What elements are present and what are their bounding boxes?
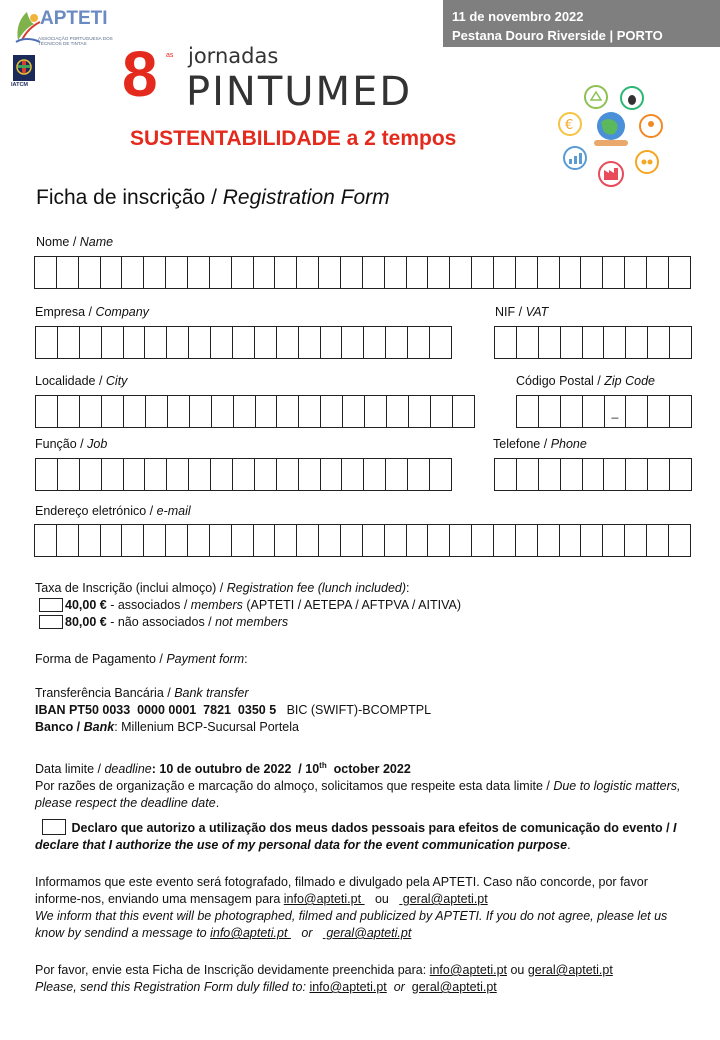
iban-line bbox=[35, 702, 695, 719]
char-box[interactable] bbox=[364, 459, 386, 490]
payment-section bbox=[35, 651, 695, 736]
char-box[interactable] bbox=[385, 525, 407, 556]
char-box[interactable] bbox=[430, 327, 451, 358]
char-box[interactable] bbox=[256, 396, 278, 427]
char-box[interactable] bbox=[58, 459, 80, 490]
char-box[interactable] bbox=[189, 459, 211, 490]
banner-venue: Pestana Douro Riverside | PORTO bbox=[452, 28, 663, 43]
consent-text-en: I declare that I authorize the use of my personal data for the event communication purpose bbox=[35, 821, 677, 852]
char-box[interactable] bbox=[321, 396, 343, 427]
submit-email-info[interactable]: info@apteti.pt bbox=[429, 963, 507, 977]
char-box[interactable] bbox=[210, 257, 232, 288]
char-box[interactable] bbox=[233, 327, 255, 358]
photo-notice-pt: Informamos que este evento será fotografado, filmado e divulgado pela APTETI. Caso não concorde, por favor informe-nos, enviando uma mensagem para info@apteti.pt ou geral@apteti.pt bbox=[35, 875, 648, 906]
submit-en: Please, send this Registration Form duly filled to: info@apteti.pt or geral@apteti.pt bbox=[35, 980, 497, 994]
char-box[interactable] bbox=[647, 257, 669, 288]
char-box[interactable] bbox=[538, 525, 560, 556]
banner-date: 11 de novembro 2022 bbox=[452, 9, 584, 24]
char-box[interactable] bbox=[495, 459, 517, 490]
char-box[interactable] bbox=[232, 525, 254, 556]
city-label: Localidade / City bbox=[35, 374, 128, 388]
char-box[interactable] bbox=[561, 396, 583, 427]
char-box[interactable] bbox=[494, 257, 516, 288]
char-box[interactable] bbox=[583, 327, 605, 358]
char-box[interactable] bbox=[472, 257, 494, 288]
char-box[interactable] bbox=[583, 396, 605, 427]
char-box[interactable] bbox=[625, 525, 647, 556]
char-box[interactable] bbox=[275, 525, 297, 556]
photo-notice-en-email-geral[interactable]: geral@apteti.pt bbox=[322, 926, 412, 940]
char-box[interactable] bbox=[343, 396, 365, 427]
char-box[interactable] bbox=[275, 257, 297, 288]
event-edition-number: 8 bbox=[122, 38, 158, 110]
char-box[interactable] bbox=[58, 327, 80, 358]
iatcm-logo-text: IATCM bbox=[11, 82, 29, 88]
char-box[interactable] bbox=[603, 257, 625, 288]
char-box[interactable] bbox=[560, 257, 582, 288]
char-box[interactable] bbox=[604, 327, 626, 358]
footprint-icon bbox=[621, 87, 643, 109]
sustainability-icons-cluster bbox=[556, 84, 666, 190]
char-box[interactable] bbox=[145, 459, 167, 490]
consent-section: Declaro que autorizo a utilização dos meus dados pessoais para efeitos de comunicação do evento / I declare that I authorize the use of my personal data for the event communication purpose. bbox=[35, 821, 677, 852]
char-box[interactable] bbox=[581, 257, 603, 288]
vat-label: NIF / VAT bbox=[495, 305, 549, 319]
char-box[interactable] bbox=[363, 525, 385, 556]
char-box[interactable] bbox=[431, 396, 453, 427]
char-box[interactable] bbox=[190, 396, 212, 427]
char-box[interactable] bbox=[561, 327, 583, 358]
char-box[interactable] bbox=[319, 257, 341, 288]
char-box[interactable] bbox=[57, 257, 79, 288]
char-box[interactable] bbox=[365, 396, 387, 427]
apteti-logo bbox=[12, 8, 114, 50]
char-box[interactable] bbox=[409, 396, 431, 427]
char-box[interactable] bbox=[648, 459, 670, 490]
job-label: Função / Job bbox=[35, 437, 108, 451]
char-box[interactable] bbox=[670, 396, 691, 427]
char-box[interactable] bbox=[102, 459, 124, 490]
photo-notice-email-info[interactable]: info@apteti.pt bbox=[283, 892, 365, 906]
char-box[interactable] bbox=[408, 459, 430, 490]
char-box[interactable] bbox=[80, 459, 102, 490]
char-box[interactable] bbox=[188, 257, 210, 288]
char-box[interactable] bbox=[299, 396, 321, 427]
fee-nonmembers-checkbox[interactable] bbox=[39, 615, 63, 629]
char-box[interactable] bbox=[144, 257, 166, 288]
char-box[interactable] bbox=[539, 459, 561, 490]
vat-field[interactable] bbox=[494, 326, 692, 359]
char-box[interactable] bbox=[122, 525, 144, 556]
submit-en-email-geral[interactable]: geral@apteti.pt bbox=[411, 980, 497, 994]
event-name: PINTUMED bbox=[186, 69, 413, 115]
char-box[interactable] bbox=[101, 257, 123, 288]
char-box[interactable] bbox=[321, 459, 343, 490]
phone-label: Telefone / Phone bbox=[493, 437, 587, 451]
char-box[interactable] bbox=[297, 525, 319, 556]
community-icon bbox=[636, 151, 658, 173]
char-box[interactable] bbox=[517, 396, 539, 427]
apteti-logo-subtitle: ASSOCIAÇÃO PORTUGUESA DOS TÉCNICOS DE TINTAS bbox=[38, 36, 113, 46]
char-box[interactable] bbox=[233, 459, 255, 490]
deadline-line: Data limite / deadline: 10 de outubro de 2022 / 10th october 2022 bbox=[35, 761, 411, 777]
submit-pt: Por favor, envie esta Ficha de Inscrição devidamente preenchida para: info@apteti.pt ou geral@apteti.pt bbox=[35, 963, 613, 977]
char-box[interactable] bbox=[648, 396, 670, 427]
zip-label: Código Postal / Zip Code bbox=[516, 374, 655, 388]
char-box[interactable] bbox=[647, 525, 669, 556]
char-box[interactable] bbox=[626, 327, 648, 358]
char-box[interactable] bbox=[212, 396, 234, 427]
char-box[interactable] bbox=[342, 327, 364, 358]
event-edition-suffix: as bbox=[166, 52, 174, 59]
char-box[interactable] bbox=[516, 525, 538, 556]
char-box[interactable] bbox=[604, 459, 626, 490]
photo-notice-en: We inform that this event will be photographed, filmed and publicized by APTETI. If you do not agree, please let us know by sendind a message to info@apteti.pt or geral@apteti.pt bbox=[35, 909, 668, 940]
iban: IBAN PT50 0033 0000 0001 7821 0350 5 bbox=[35, 703, 277, 717]
iatcm-logo bbox=[13, 55, 35, 89]
char-box[interactable] bbox=[408, 327, 430, 358]
char-box[interactable] bbox=[430, 459, 451, 490]
char-box[interactable] bbox=[122, 257, 144, 288]
event-word: jornadas bbox=[188, 44, 279, 68]
char-box[interactable] bbox=[363, 257, 385, 288]
char-box[interactable] bbox=[495, 327, 517, 358]
zip-separator: _ bbox=[605, 396, 627, 427]
char-box[interactable] bbox=[386, 327, 408, 358]
char-box[interactable] bbox=[254, 525, 276, 556]
char-box[interactable] bbox=[79, 525, 101, 556]
char-box[interactable] bbox=[472, 525, 494, 556]
bank-line: Banco / Bank: Millenium BCP-Sucursal Portela bbox=[35, 720, 299, 734]
char-box[interactable] bbox=[144, 525, 166, 556]
char-box[interactable] bbox=[669, 257, 690, 288]
char-box[interactable] bbox=[561, 459, 583, 490]
char-box[interactable] bbox=[517, 459, 539, 490]
char-box[interactable] bbox=[168, 396, 190, 427]
char-box[interactable] bbox=[670, 327, 691, 358]
fee-section bbox=[35, 580, 695, 631]
photo-notice-section bbox=[35, 874, 695, 942]
submit-email-geral[interactable]: geral@apteti.pt bbox=[527, 963, 613, 977]
char-box[interactable] bbox=[57, 525, 79, 556]
char-box[interactable] bbox=[560, 525, 582, 556]
people-icon bbox=[640, 115, 662, 137]
char-box[interactable] bbox=[603, 525, 625, 556]
char-box[interactable] bbox=[341, 525, 363, 556]
char-box[interactable] bbox=[36, 396, 58, 427]
iatcm-emblem-icon bbox=[13, 55, 35, 81]
char-box[interactable] bbox=[364, 327, 386, 358]
submit-en-email-info[interactable]: info@apteti.pt bbox=[309, 980, 387, 994]
char-box[interactable] bbox=[626, 459, 648, 490]
svg-text:€: € bbox=[565, 118, 574, 133]
char-box[interactable] bbox=[211, 327, 233, 358]
char-box[interactable] bbox=[80, 327, 102, 358]
deadline-note: Por razões de organização e marcação do almoço, solicitamos que respeite esta data limite / Due to logistic matters, please respect the deadline date. bbox=[35, 779, 681, 811]
char-box[interactable] bbox=[407, 257, 429, 288]
char-box[interactable] bbox=[669, 525, 690, 556]
char-box[interactable] bbox=[211, 459, 233, 490]
char-box[interactable] bbox=[583, 459, 605, 490]
euro-icon bbox=[559, 113, 581, 135]
char-box[interactable] bbox=[80, 396, 102, 427]
char-box[interactable] bbox=[319, 525, 341, 556]
name-field[interactable] bbox=[34, 256, 691, 289]
char-box[interactable] bbox=[539, 327, 561, 358]
char-box[interactable] bbox=[539, 396, 561, 427]
char-box[interactable] bbox=[255, 327, 277, 358]
char-box[interactable] bbox=[35, 257, 57, 288]
bank-transfer-label: Transferência Bancária / Bank transfer bbox=[35, 686, 249, 700]
event-tagline: SUSTENTABILIDADE a 2 tempos bbox=[130, 127, 457, 150]
char-box[interactable] bbox=[189, 327, 211, 358]
char-box[interactable] bbox=[124, 459, 146, 490]
industry-icon bbox=[599, 162, 623, 186]
char-box[interactable] bbox=[450, 525, 472, 556]
payment-heading: Forma de Pagamento / Payment form: bbox=[35, 652, 248, 666]
char-box[interactable] bbox=[254, 257, 276, 288]
char-box[interactable] bbox=[145, 327, 167, 358]
chart-growth-icon bbox=[564, 147, 586, 169]
char-box[interactable] bbox=[166, 525, 188, 556]
char-box[interactable] bbox=[321, 327, 343, 358]
char-box[interactable] bbox=[36, 459, 58, 490]
char-box[interactable] bbox=[102, 327, 124, 358]
globe-handshake-icon bbox=[594, 112, 628, 146]
char-box[interactable] bbox=[58, 396, 80, 427]
char-box[interactable] bbox=[299, 327, 321, 358]
bic: BIC (SWIFT)-BCOMPTPL bbox=[276, 703, 432, 717]
fee-heading: Taxa de Inscrição (inclui almoço) / Registration fee (lunch included): bbox=[35, 581, 410, 595]
char-box[interactable] bbox=[299, 459, 321, 490]
recycle-icon bbox=[585, 86, 607, 108]
char-box[interactable] bbox=[277, 459, 299, 490]
char-box[interactable] bbox=[146, 396, 168, 427]
char-box[interactable] bbox=[210, 525, 232, 556]
char-box[interactable] bbox=[428, 257, 450, 288]
char-box[interactable] bbox=[79, 257, 101, 288]
char-box[interactable] bbox=[625, 257, 647, 288]
char-box[interactable] bbox=[428, 525, 450, 556]
char-box[interactable] bbox=[648, 327, 670, 358]
char-box[interactable] bbox=[102, 396, 124, 427]
char-box[interactable] bbox=[516, 257, 538, 288]
job-field[interactable] bbox=[35, 458, 452, 491]
char-box[interactable] bbox=[626, 396, 648, 427]
char-box[interactable] bbox=[342, 459, 364, 490]
event-banner bbox=[443, 0, 720, 47]
photo-notice-en-email-info[interactable]: info@apteti.pt bbox=[210, 926, 291, 940]
submit-section bbox=[35, 962, 695, 996]
char-box[interactable] bbox=[124, 396, 146, 427]
char-box[interactable] bbox=[167, 327, 189, 358]
char-box[interactable] bbox=[166, 257, 188, 288]
char-box[interactable] bbox=[36, 327, 58, 358]
char-box[interactable] bbox=[538, 257, 560, 288]
char-box[interactable] bbox=[101, 525, 123, 556]
char-box[interactable] bbox=[670, 459, 691, 490]
phone-field[interactable] bbox=[494, 458, 692, 491]
char-box[interactable] bbox=[386, 459, 408, 490]
char-box[interactable] bbox=[494, 525, 516, 556]
char-box[interactable] bbox=[581, 525, 603, 556]
char-box[interactable] bbox=[407, 525, 429, 556]
email-field[interactable] bbox=[34, 524, 691, 557]
city-field[interactable] bbox=[35, 395, 475, 428]
fee-option-members: 40,00 € - associados / members (APTETI / AETEPA / AFTPVA / AITIVA) bbox=[35, 597, 695, 614]
zip-field[interactable] bbox=[516, 395, 692, 428]
char-box[interactable] bbox=[453, 396, 474, 427]
char-box[interactable] bbox=[297, 257, 319, 288]
consent-checkbox[interactable] bbox=[42, 819, 66, 835]
fee-option-nonmembers: 80,00 € - não associados / not members bbox=[35, 614, 695, 631]
apteti-logo-text: APTETI bbox=[40, 8, 108, 29]
char-box[interactable] bbox=[277, 396, 299, 427]
char-box[interactable] bbox=[277, 327, 299, 358]
char-box[interactable] bbox=[255, 459, 277, 490]
char-box[interactable] bbox=[124, 327, 146, 358]
char-box[interactable] bbox=[167, 459, 189, 490]
char-box[interactable] bbox=[517, 327, 539, 358]
char-box[interactable] bbox=[35, 525, 57, 556]
char-box[interactable] bbox=[385, 257, 407, 288]
photo-notice-email-geral[interactable]: geral@apteti.pt bbox=[399, 892, 488, 906]
char-box[interactable] bbox=[387, 396, 409, 427]
company-label: Empresa / Company bbox=[35, 305, 149, 319]
consent-text-pt: Declaro que autorizo a utilização dos meus dados pessoais para efeitos de comunicação do evento / bbox=[71, 821, 674, 835]
fee-members-checkbox[interactable] bbox=[39, 598, 63, 612]
char-box[interactable] bbox=[234, 396, 256, 427]
char-box[interactable] bbox=[450, 257, 472, 288]
company-field[interactable] bbox=[35, 326, 452, 359]
char-box[interactable] bbox=[232, 257, 254, 288]
email-label: Endereço eletrónico / e-mail bbox=[35, 504, 191, 518]
form-title: Ficha de inscrição / Registration Form bbox=[36, 186, 390, 209]
name-label: Nome / Name bbox=[36, 235, 114, 249]
char-box[interactable] bbox=[341, 257, 363, 288]
char-box[interactable] bbox=[188, 525, 210, 556]
deadline-section bbox=[35, 757, 695, 812]
